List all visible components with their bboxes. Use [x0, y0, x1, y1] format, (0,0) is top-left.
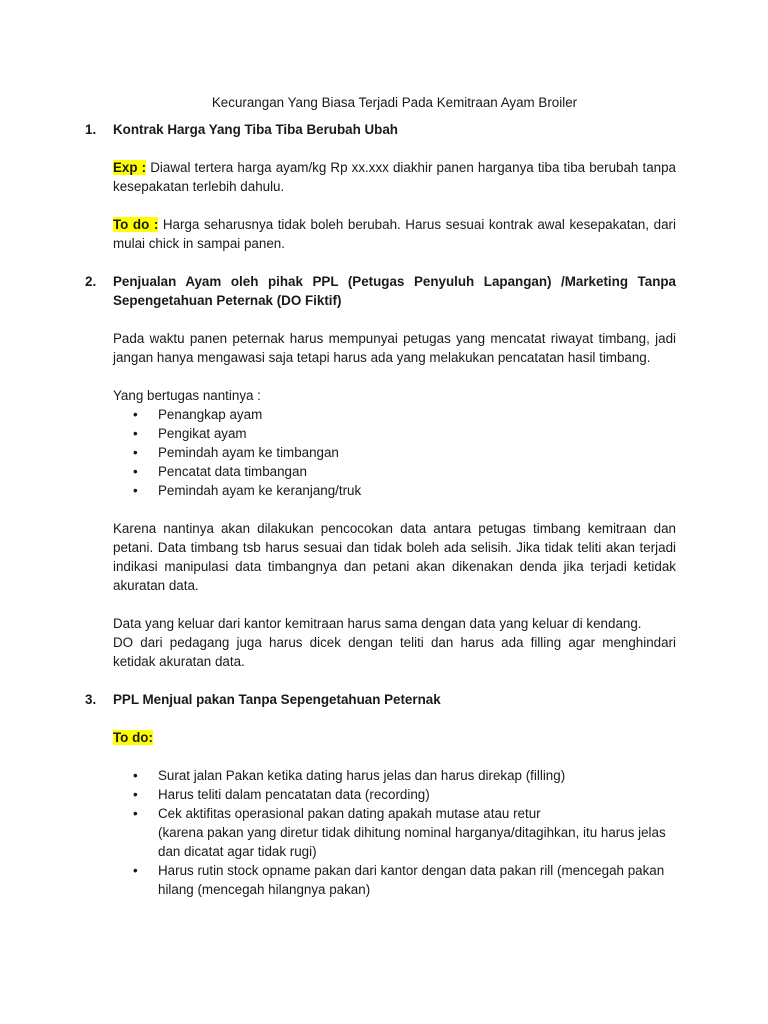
bullet-icon: •	[133, 426, 138, 441]
list-item: • Pencatat data timbangan	[133, 464, 307, 479]
section-1-example	[113, 158, 676, 196]
list-item: • Pemindah ayam ke keranjang/truk	[133, 483, 362, 498]
document-title: Kecurangan Yang Biasa Terjadi Pada Kemitraan Ayam Broiler	[211, 95, 578, 110]
list-item: • Surat jalan Pakan ketika dating harus jelas dan harus direkap (filling)	[133, 768, 566, 783]
bullet-icon: •	[133, 768, 138, 783]
list-item: • Harus teliti dalam pencatatan data (recording)	[133, 787, 430, 802]
section-3-list	[113, 766, 676, 899]
bullet-icon: •	[133, 445, 138, 460]
section-title: Penjualan Ayam oleh pihak PPL (Petugas Penyuluh Lapangan) /Marketing Tanpa Sepengetahuan Peternak (DO Fiktif)	[113, 274, 676, 308]
section-2-list	[113, 405, 676, 500]
section-2-paragraph-3-line-1: Data yang keluar dari kantor kemitraan harus sama dengan data yang keluar di kendang.	[113, 616, 642, 631]
list-item: • Penangkap ayam	[133, 407, 263, 422]
section-2-list-intro: Yang bertugas nantinya :	[113, 388, 261, 403]
section-1-todo	[113, 215, 676, 253]
list-item: • Cek aktifitas operasional pakan dating apakah mutase atau retur (karena pakan yang diretur tidak dihitung nominal harganya/ditagihkan, itu harus jelas dan dicatat agar tidak rugi)	[133, 806, 666, 859]
list-item: • Pemindah ayam ke timbangan	[133, 445, 339, 460]
section-title: PPL Menjual pakan Tanpa Sepengetahuan Peternak	[113, 692, 441, 707]
exp-label: Exp :	[113, 160, 147, 175]
list-item-note: (karena pakan yang diretur tidak dihitung nominal harganya/ditagihkan, itu harus jelas dan dicatat agar tidak rugi)	[158, 825, 666, 859]
section-number: 3.	[85, 692, 97, 707]
section-2-heading	[85, 272, 676, 310]
list-item: • Pengikat ayam	[133, 426, 247, 441]
section-number: 2.	[85, 274, 97, 289]
section-number: 1.	[85, 122, 97, 137]
bullet-icon: •	[133, 407, 138, 422]
section-title: Kontrak Harga Yang Tiba Tiba Berubah Ubah	[113, 122, 398, 137]
bullet-icon: •	[133, 787, 138, 802]
bullet-icon: •	[133, 863, 138, 878]
todo-text: Harga seharusnya tidak boleh berubah. Harus sesuai kontrak awal kesepakatan, dari mulai chick in sampai panen.	[113, 217, 676, 251]
list-item: • Harus rutin stock opname pakan dari kantor dengan data pakan rill (mencegah pakan hilang (mencegah hilangnya pakan)	[133, 863, 665, 897]
bullet-icon: •	[133, 464, 138, 479]
section-3-todo-label: To do:	[113, 730, 153, 745]
section-2-paragraph-1: Pada waktu panen peternak harus mempunyai petugas yang mencatat riwayat timbang, jadi jangan hanya mengawasi saja tetapi harus ada yang melakukan pencatatan hasil timbang.	[113, 331, 676, 365]
todo-label: To do :	[113, 217, 159, 232]
bullet-icon: •	[133, 806, 138, 821]
section-2-paragraph-3-line-2: DO dari pedagang juga harus dicek dengan teliti dan harus ada filling agar menghindari ketidak akuratan data.	[113, 635, 676, 669]
section-3-heading	[85, 690, 676, 709]
section-1-heading	[85, 120, 676, 139]
exp-text: Diawal tertera harga ayam/kg Rp xx.xxx diakhir panen harganya tiba tiba berubah tanpa kesepakatan terlebih dahulu.	[113, 160, 676, 194]
bullet-icon: •	[133, 483, 138, 498]
section-2-paragraph-2: Karena nantinya akan dilakukan pencocokan data antara petugas timbang kemitraan dan petani. Data timbang tsb harus sesuai dan tidak boleh ada selisih. Jika tidak teliti akan terjadi indikasi manipulasi data timbangnya dan petani akan dikenakan denda jika terjadi ketidak akuratan data.	[113, 521, 676, 593]
